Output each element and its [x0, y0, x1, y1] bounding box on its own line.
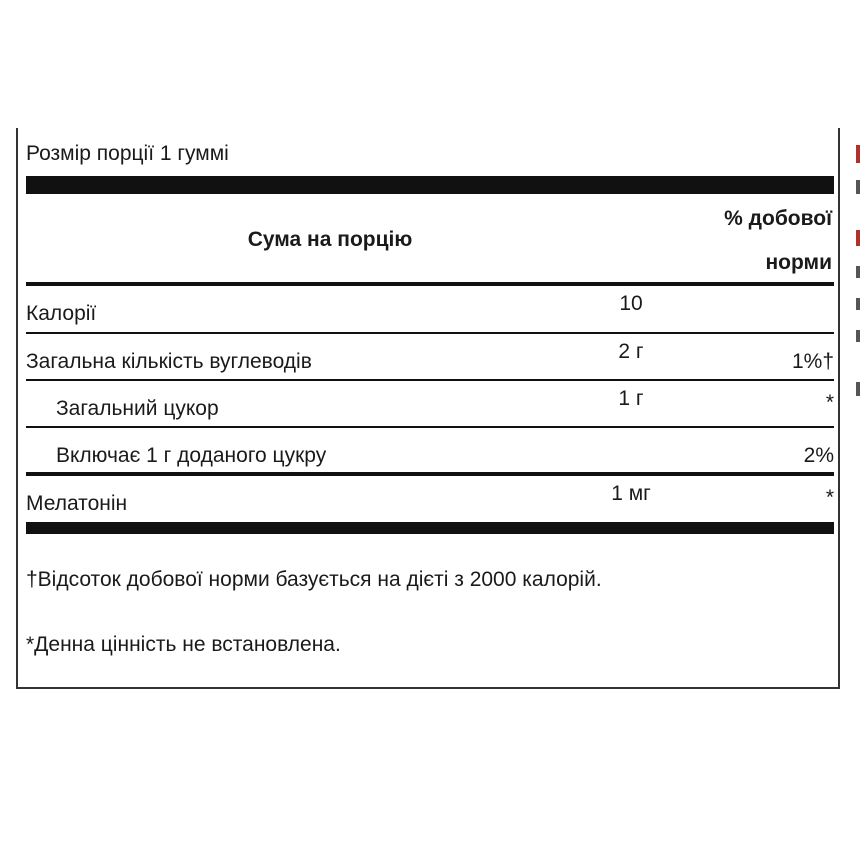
- side-fragment: [856, 330, 860, 342]
- daily-value-header-line2: норми: [765, 251, 832, 274]
- nutrient-row-melatonin: [26, 476, 834, 522]
- thick-divider-top: [26, 176, 834, 194]
- amount-per-serving-header: Сума на порцію: [247, 228, 413, 251]
- nutrient-row-carbohydrates: [26, 334, 834, 380]
- nutrient-amount: 1 мг: [611, 482, 651, 505]
- nutrient-name: Включає 1 г доданого цукру: [56, 444, 327, 467]
- nutrient-name: Мелатонін: [26, 492, 128, 515]
- footnote-dv-basis: †Відсоток добової норми базується на дієті з 2000 калорій.: [26, 568, 602, 591]
- daily-value-header-line1: % добової: [724, 207, 832, 230]
- nutrient-row-added-sugar: [26, 428, 834, 474]
- nutrient-amount: 10: [619, 292, 643, 315]
- nutrient-amount: 1 г: [618, 387, 644, 410]
- nutrient-row-total-sugar: [26, 381, 834, 427]
- side-fragment: [856, 382, 860, 396]
- nutrient-dv: *: [825, 391, 834, 414]
- side-fragment: [856, 266, 860, 278]
- nutrient-dv: *: [825, 486, 834, 509]
- nutrient-name: Загальний цукор: [56, 397, 219, 420]
- nutrient-name: Калорії: [26, 302, 97, 325]
- side-fragment: [856, 230, 860, 246]
- side-fragment: [856, 145, 860, 163]
- daily-value-header: [724, 197, 832, 285]
- nutrient-name: Загальна кількість вуглеводів: [26, 350, 312, 373]
- side-fragment: [856, 180, 860, 194]
- supplement-facts-panel: [16, 128, 840, 689]
- nutrient-amount: 2 г: [618, 340, 644, 363]
- nutrient-dv: 1%†: [791, 350, 834, 373]
- side-fragment: [856, 298, 860, 310]
- nutrient-row-calories: [26, 286, 834, 332]
- nutrient-dv: 2%: [803, 444, 834, 467]
- thick-divider-bottom: [26, 522, 834, 534]
- footnote-not-established: *Денна цінність не встановлена.: [26, 633, 341, 656]
- serving-size: Розмір порції 1 гуммі: [26, 142, 229, 165]
